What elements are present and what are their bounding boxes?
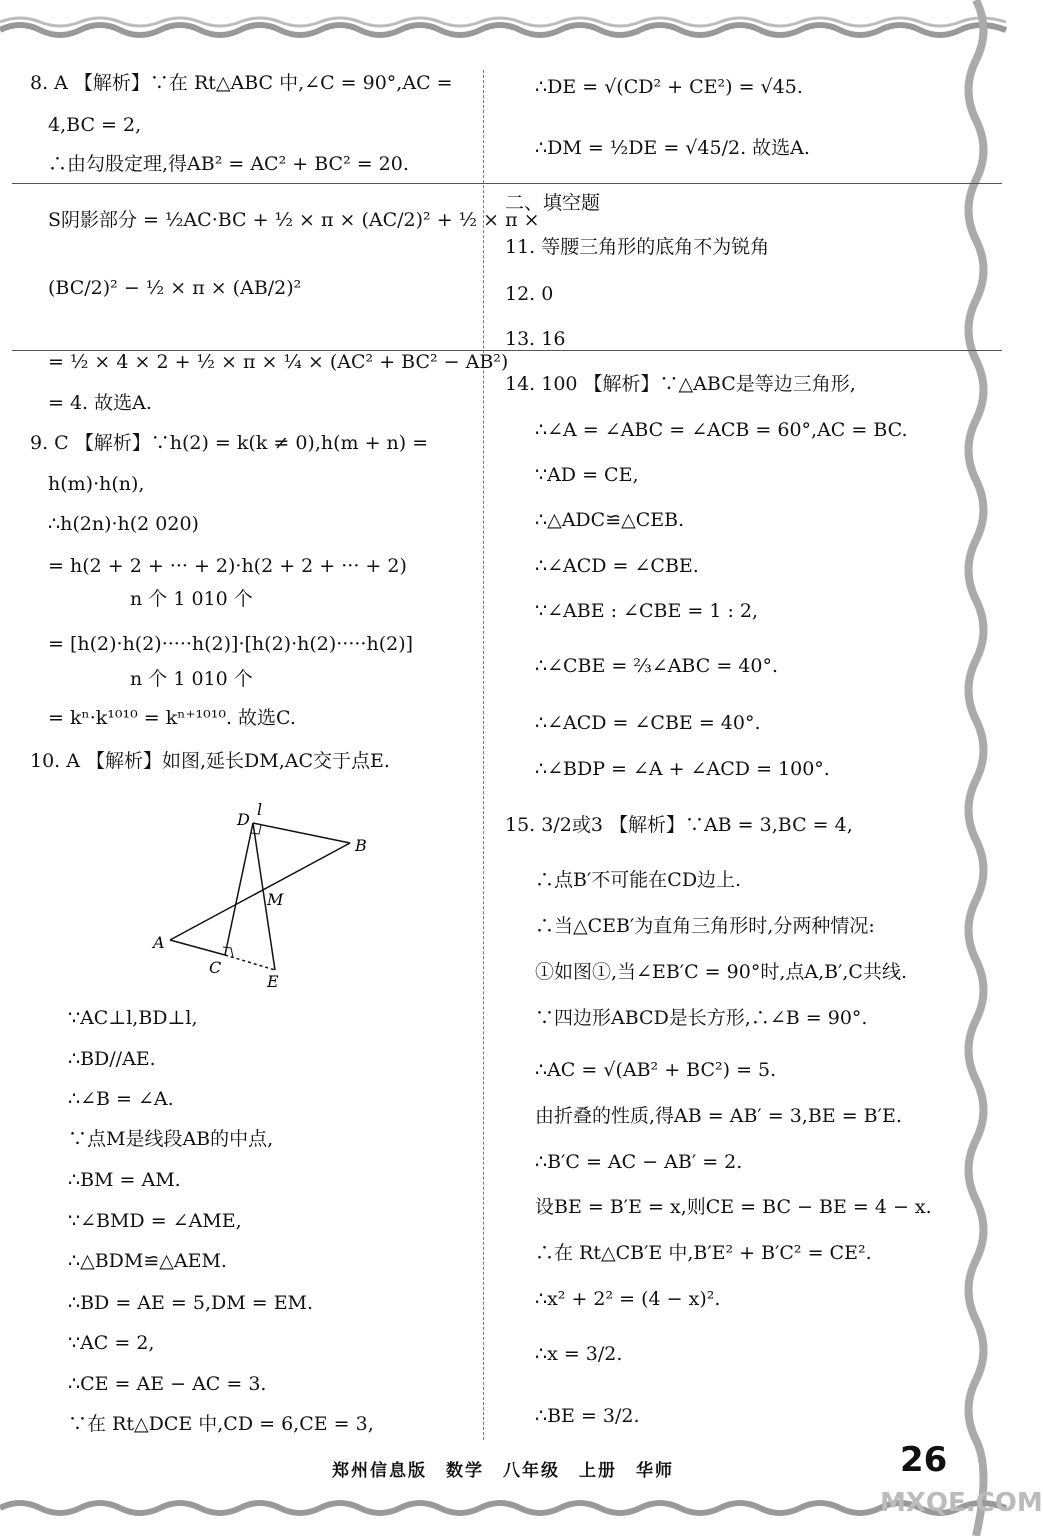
label-B: B (355, 836, 367, 855)
column-divider (483, 70, 484, 1440)
right-line: ∴∠CBE = ⅔∠ABC = 40°. (535, 655, 779, 677)
right-line: 由折叠的性质,得AB = AB′ = 3,BE = B′E. (535, 1105, 902, 1127)
right-line: ∵四边形ABCD是长方形,∴∠B = 90°. (535, 1007, 868, 1029)
right-line: ∴∠BDP = ∠A + ∠ACD = 100°. (535, 758, 830, 780)
right-line: ∴B′C = AC − AB′ = 2. (535, 1151, 743, 1173)
left-line: S阴影部分 = ½AC·BC + ½ × π × (AC/2)² + ½ × π × (48, 209, 540, 231)
left-line: ∴BM = AM. (68, 1169, 181, 1191)
left-line: ∴h(2n)·h(2 020) (48, 513, 199, 535)
footer-text: 郑州信息版 数学 八年级 上册 华师 (332, 1461, 674, 1481)
label-C: C (209, 958, 222, 977)
right-line: ∴BE = 3/2. (535, 1405, 640, 1427)
right-line: ∴点B′不可能在CD边上. (535, 869, 742, 891)
right-line: 二、填空题 (505, 192, 601, 214)
left-line: ∵∠BMD = ∠AME, (68, 1210, 242, 1232)
right-line: ∴在 Rt△CB′E 中,B′E² + B′C² = CE². (535, 1242, 872, 1264)
right-line: 14. 100 【解析】∵△ABC是等边三角形, (505, 373, 856, 395)
decorative-top-border (0, 0, 1006, 40)
right-line: ∵AD = CE, (535, 464, 639, 486)
left-line: 4,BC = 2, (48, 114, 142, 136)
left-line: = kⁿ·k¹⁰¹⁰ = kⁿ⁺¹⁰¹⁰. 故选C. (48, 707, 296, 729)
left-line: ∴BD = AE = 5,DM = EM. (68, 1292, 314, 1314)
left-line: ∵点M是线段AB的中点, (68, 1128, 274, 1150)
right-line: ∴AC = √(AB² + BC²) = 5. (535, 1059, 777, 1081)
right-line: ∵∠ABE : ∠CBE = 1 : 2, (535, 600, 759, 622)
right-line: 13. 16 (505, 328, 566, 350)
right-line: ∴x² + 2² = (4 − x)². (535, 1288, 721, 1310)
right-line: ∴x = 3/2. (535, 1343, 623, 1365)
label-l: l (257, 800, 263, 819)
left-line: = 4. 故选A. (48, 392, 152, 414)
right-line: ∴∠ACD = ∠CBE = 40°. (535, 712, 761, 734)
left-line: ∴∠B = ∠A. (68, 1088, 174, 1110)
left-line: ∵在 Rt△DCE 中,CD = 6,CE = 3, (68, 1413, 374, 1435)
left-line: = ½ × 4 × 2 + ½ × π × ¼ × (AC² + BC² − AB²) (48, 351, 509, 373)
left-line: 10. A 【解析】如图,延长DM,AC交于点E. (30, 750, 390, 772)
left-line: 9. C 【解析】∵h(2) = k(k ≠ 0),h(m + n) = (30, 432, 429, 454)
decorative-bottom-border (0, 1490, 1006, 1536)
right-line: ∴△ADC≌△CEB. (535, 509, 685, 531)
right-line: ∴DM = ½DE = √45/2. 故选A. (535, 137, 810, 159)
right-line: 12. 0 (505, 283, 554, 305)
label-D: D (237, 810, 250, 829)
right-line: 设BE = B′E = x,则CE = BC − BE = 4 − x. (535, 1196, 932, 1218)
page-number: 26 (900, 1440, 948, 1480)
right-line: ∴∠A = ∠ABC = ∠ACB = 60°,AC = BC. (535, 419, 908, 441)
left-line: ∴BD//AE. (68, 1048, 156, 1070)
right-line: 11. 等腰三角形的底角不为锐角 (505, 236, 770, 258)
scan-line (12, 183, 1002, 184)
label-E: E (267, 972, 279, 991)
left-line: n 个 1 010 个 (130, 668, 253, 690)
left-line: ∵AC = 2, (68, 1332, 155, 1354)
left-line: = h(2 + 2 + ··· + 2)·h(2 + 2 + ··· + 2) (48, 555, 407, 577)
right-line: 15. 3/2或3 【解析】∵AB = 3,BC = 4, (505, 814, 853, 836)
right-line: ①如图①,当∠EB′C = 90°时,点A,B′,C共线. (535, 961, 908, 983)
left-line: ∴△BDM≌△AEM. (68, 1250, 227, 1272)
right-line: ∴当△CEB′为直角三角形时,分两种情况: (535, 915, 875, 937)
left-line: h(m)·h(n), (48, 473, 145, 495)
right-line: ∴DE = √(CD² + CE²) = √45. (535, 76, 803, 98)
watermark: MXQE.COM (880, 1488, 1043, 1518)
left-line: = [h(2)·h(2)·····h(2)]·[h(2)·h(2)·····h(2)] (48, 633, 414, 655)
left-line: ∵AC⊥l,BD⊥l, (68, 1007, 198, 1029)
left-line: ∴CE = AE − AC = 3. (68, 1373, 267, 1395)
decorative-right-border (946, 0, 1006, 1536)
label-M: M (267, 890, 284, 909)
left-line: 8. A 【解析】∵在 Rt△ABC 中,∠C = 90°,AC = (30, 72, 453, 94)
left-line: ∴由勾股定理,得AB² = AC² + BC² = 20. (48, 153, 409, 175)
right-line: ∴∠ACD = ∠CBE. (535, 555, 699, 577)
left-line: n 个 1 010 个 (130, 588, 253, 610)
label-A: A (153, 933, 165, 952)
left-line: (BC/2)² − ½ × π × (AB/2)² (48, 277, 302, 299)
geometry-figure (145, 795, 385, 995)
